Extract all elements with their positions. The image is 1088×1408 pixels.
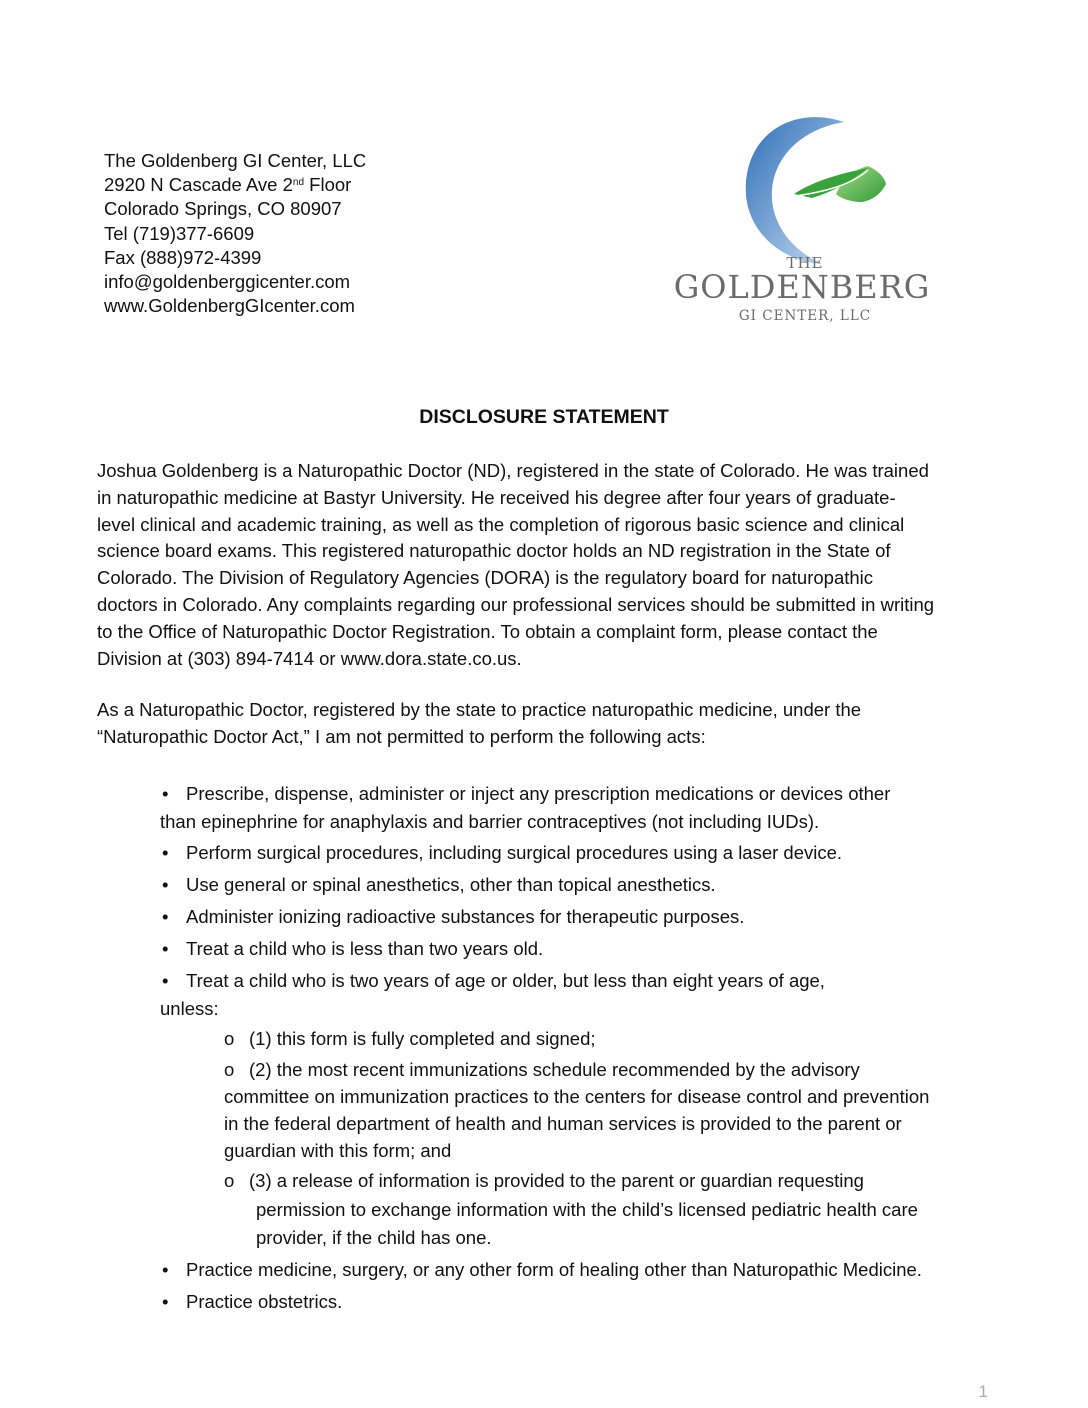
paragraph-line: level clinical and academic training, as well as the completion of rigorous basic science and clinical <box>97 513 905 535</box>
bullet-marker: • <box>162 1291 169 1312</box>
fax: Fax (888)972-4399 <box>104 246 262 268</box>
page-number: 1 <box>978 1382 988 1401</box>
list-item-continuation: unless: <box>160 998 219 1019</box>
paragraph-line: Division at (303) 894-7414 or www.dora.state.co.us. <box>97 647 522 669</box>
paragraph-line: Colorado. The Division of Regulatory Agencies (DORA) is the regulatory board for naturopathic <box>97 567 874 589</box>
sub-list-item-continuation: permission to exchange information with the child’s licensed pediatric health care <box>256 1199 918 1220</box>
list-item <box>162 1291 342 1313</box>
list-item <box>162 938 543 960</box>
city-state-zip: Colorado Springs, CO 80907 <box>104 198 342 220</box>
sub-bullet-marker: o <box>224 1170 235 1191</box>
disclosure-paragraph <box>97 458 997 672</box>
sub-list-item <box>224 1170 864 1192</box>
list-item <box>162 783 890 805</box>
list-item-text: Practice medicine, surgery, or any other form of healing other than Naturopathic Medicine. <box>186 1259 922 1280</box>
bullet-marker: • <box>162 906 169 927</box>
list-item-text: Practice obstetrics. <box>186 1291 343 1312</box>
street-address: 2920 N Cascade Ave 2nd Floor <box>104 174 352 196</box>
bullet-marker: • <box>162 970 169 991</box>
paragraph-line: “Naturopathic Doctor Act,” I am not permitted to perform the following acts: <box>97 725 706 747</box>
list-item-text: Treat a child who is less than two years old. <box>186 938 544 959</box>
bullet-marker: • <box>162 938 169 959</box>
telephone: Tel (719)377-6609 <box>104 222 255 244</box>
bullet-marker: • <box>162 842 169 863</box>
website: www.GoldenbergGIcenter.com <box>104 295 355 317</box>
list-item-text: Use general or spinal anesthetics, other than topical anesthetics. <box>186 874 716 895</box>
list-item-text: Treat a child who is two years of age or older, but less than eight years of age, <box>186 970 825 991</box>
sub-list-item <box>224 1059 860 1081</box>
list-item <box>162 842 842 864</box>
sub-list-item-continuation: in the federal department of health and human services is provided to the parent or <box>224 1113 902 1134</box>
list-item-text: Perform surgical procedures, including surgical procedures using a laser device. <box>186 842 843 863</box>
logo-subtitle: GI CENTER, LLC <box>738 308 872 324</box>
address-block <box>104 149 366 318</box>
paragraph-line: in naturopathic medicine at Bastyr University. He received his degree after four years of graduate- <box>97 486 896 508</box>
company-logo <box>672 112 932 332</box>
restrictions-intro <box>97 697 997 751</box>
list-item-continuation: than epinephrine for anaphylaxis and barrier contraceptives (not including IUDs). <box>160 811 820 832</box>
logo-name: GOLDENBERG <box>673 268 931 306</box>
logo-the: THE <box>786 254 824 272</box>
bullet-marker: • <box>162 1259 169 1280</box>
sub-list-item-continuation: committee on immunization practices to the centers for disease control and prevention <box>224 1086 930 1107</box>
sub-list-item-text: (3) a release of information is provided to the parent or guardian requesting <box>249 1170 864 1191</box>
email: info@goldenberggicenter.com <box>104 271 351 293</box>
sub-list-item <box>224 1028 596 1050</box>
sub-list-item-text: (1) this form is fully completed and signed; <box>249 1028 596 1049</box>
paragraph-line: science board exams. This registered naturopathic doctor holds an ND registration in the State of <box>97 540 891 562</box>
sub-list-item-continuation: guardian with this form; and <box>224 1140 452 1161</box>
list-item <box>162 874 716 896</box>
list-item-text: Prescribe, dispense, administer or inject any prescription medications or devices other <box>186 783 891 804</box>
bullet-marker: • <box>162 874 169 895</box>
sub-list-item-text: (2) the most recent immunizations schedule recommended by the advisory <box>249 1059 860 1080</box>
document-title: DISCLOSURE STATEMENT <box>419 406 669 428</box>
list-item <box>162 1259 922 1281</box>
paragraph-line: Joshua Goldenberg is a Naturopathic Doctor (ND), registered in the state of Colorado. He was trained <box>97 460 929 481</box>
paragraph-line: As a Naturopathic Doctor, registered by the state to practice naturopathic medicine, under the <box>97 699 862 720</box>
list-item <box>162 970 825 992</box>
sub-bullet-marker: o <box>224 1028 235 1049</box>
list-item-text: Administer ionizing radioactive substances for therapeutic purposes. <box>186 906 745 927</box>
paragraph-line: doctors in Colorado. Any complaints regarding our professional services should be submitted in writing <box>97 593 935 615</box>
list-item <box>162 906 744 928</box>
bullet-marker: • <box>162 783 169 804</box>
sub-bullet-marker: o <box>224 1059 235 1080</box>
sub-list-item-continuation: provider, if the child has one. <box>256 1227 492 1248</box>
company-name: The Goldenberg GI Center, LLC <box>104 150 367 171</box>
paragraph-line: to the Office of Naturopathic Doctor Registration. To obtain a complaint form, please contact the <box>97 620 878 642</box>
